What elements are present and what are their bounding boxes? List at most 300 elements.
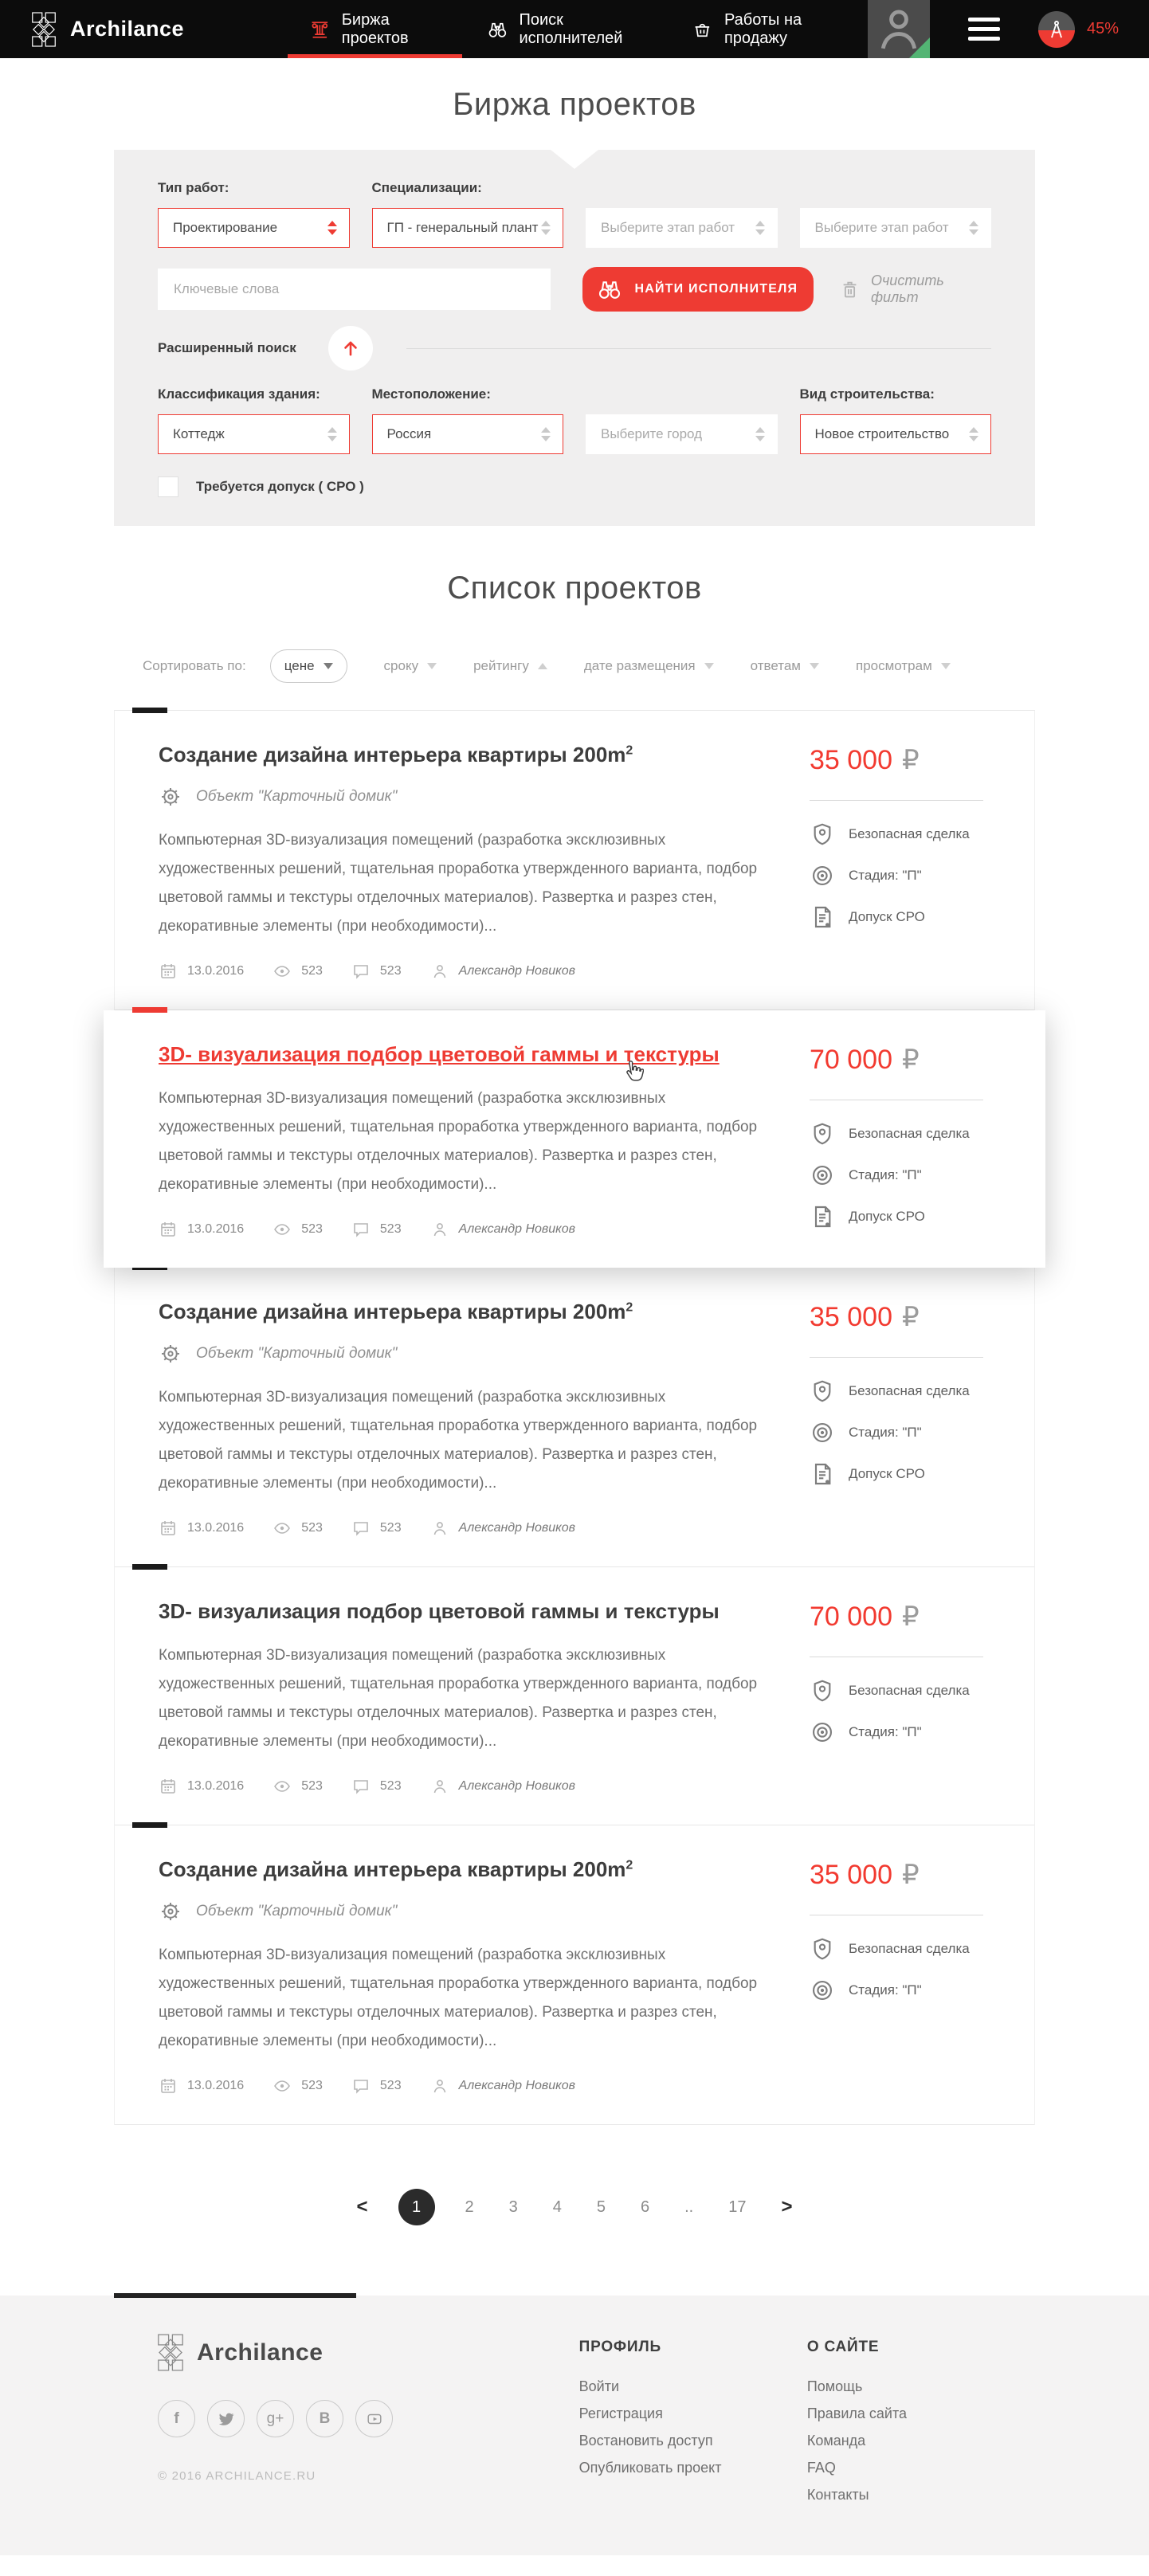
project-views-value: 523 [301, 2079, 323, 2092]
project-author-name: Александр Новиков [458, 1521, 575, 1535]
footer-link-help[interactable]: Помощь [806, 2378, 863, 2394]
project-views-value: 523 [301, 1779, 323, 1793]
project-title-text: Создание дизайна интерьера квартиры 200m [159, 1300, 626, 1323]
project-comments-value: 523 [379, 1521, 402, 1535]
footer-link-contacts[interactable]: Контакты [806, 2487, 869, 2503]
page-17[interactable]: 17 [728, 2198, 747, 2216]
profile-completion-meter[interactable] [1038, 11, 1119, 48]
stage-select-2[interactable] [800, 208, 992, 248]
badge-label: Допуск СРО [849, 1209, 925, 1224]
badge-safe-deal [810, 1936, 1023, 1962]
shield-icon [810, 821, 835, 847]
project-author[interactable] [430, 1777, 575, 1796]
clear-filter-label: Очистить фильт [870, 272, 944, 305]
stage-select[interactable] [586, 208, 778, 248]
project-date [159, 962, 244, 981]
sort-down-icon [941, 663, 951, 669]
project-title-text: 3D- визуализация подбор цветовой гаммы и текстуры [159, 1599, 720, 1623]
eye-icon [273, 1777, 292, 1796]
divider [810, 1357, 983, 1358]
menu-button[interactable] [968, 18, 1000, 41]
currency-sign: ₽ [902, 745, 920, 775]
shield-icon [810, 1678, 835, 1704]
footer-link-team[interactable]: Команда [806, 2433, 866, 2449]
person-icon [430, 1519, 449, 1538]
badge-sro [810, 1204, 1023, 1229]
badge-label: Стадия: "П" [849, 1982, 922, 1998]
project-object-label: Объект "Карточный домик" [196, 788, 398, 805]
calendar-icon [159, 1777, 178, 1796]
badge-safe-deal [810, 1678, 1023, 1704]
footer-column-title: О САЙТЕ [806, 2339, 880, 2355]
project-object-row [159, 785, 778, 809]
project-views [273, 1519, 323, 1538]
comment-icon [351, 962, 371, 981]
building-class-value: Коттедж [173, 426, 225, 441]
clear-filter-button[interactable] [839, 272, 991, 306]
project-author[interactable] [430, 1519, 575, 1538]
specialization-label: Специализации: [371, 180, 482, 195]
social-links [158, 2400, 579, 2437]
footer-link-restore-access[interactable]: Востановить доступ [578, 2433, 713, 2449]
target-icon [810, 1420, 835, 1445]
person-icon [430, 2076, 449, 2096]
logo-mark-icon [32, 12, 56, 47]
sort-option-label: ответам [750, 658, 801, 673]
badge-label: Допуск СРО [849, 1466, 925, 1481]
work-type-label: Тип работ: [158, 180, 229, 195]
project-comments[interactable] [351, 2076, 402, 2096]
project-list [114, 710, 1035, 2125]
twitter-bird-icon [218, 2410, 235, 2428]
page-4[interactable]: 4 [552, 2198, 562, 2216]
comment-icon [351, 2076, 371, 2096]
app-logo[interactable] [32, 12, 184, 47]
sort-by-answers[interactable] [751, 658, 819, 674]
target-icon [810, 863, 835, 888]
project-comments-value: 523 [379, 1779, 402, 1793]
price-value: 35 000 [810, 1302, 892, 1332]
card-side [810, 1300, 1023, 1538]
sort-by-price[interactable] [270, 649, 347, 683]
construction-type-value: Новое строительство [814, 426, 950, 441]
currency-sign: ₽ [902, 1602, 920, 1632]
stage-placeholder: Выберите этап работ [601, 220, 735, 235]
footer-logo[interactable] [158, 2334, 579, 2371]
card-accent-dash [132, 708, 167, 713]
eye-icon [273, 1519, 292, 1538]
person-icon [430, 1777, 449, 1796]
project-card [115, 1825, 1034, 2125]
basket-icon [692, 18, 712, 41]
calendar-icon [159, 1519, 178, 1538]
document-icon [810, 1204, 835, 1229]
project-date-value: 13.0.2016 [187, 1521, 245, 1535]
badge-safe-deal [810, 821, 1023, 847]
project-date [159, 2076, 244, 2096]
project-comments[interactable] [351, 1777, 402, 1796]
project-description: Компьютерная 3D-визуализация помещений (разработка эксклюзивных художественных решений, тщательная проработка утвержденного варианта, подбор цветовой гаммы и текстуры отделочных материалов). Развертка и разрез стен, декоративные элементы (при необходимости)... [159, 1947, 758, 2049]
page-3[interactable]: 3 [508, 2198, 518, 2216]
page-ellipsis: .. [684, 2198, 694, 2216]
select-arrows-icon [327, 427, 337, 441]
project-date [159, 1220, 244, 1239]
badge-label: Безопасная сделка [849, 1941, 970, 1956]
card-accent-dash [132, 1564, 167, 1570]
sro-checkbox[interactable] [158, 476, 178, 497]
badge-stage [810, 863, 1023, 888]
badge-label: Безопасная сделка [849, 1126, 970, 1141]
shield-icon [810, 1936, 835, 1962]
keywords-input[interactable] [158, 269, 551, 310]
sort-option-label: сроку [383, 658, 419, 673]
project-title-text: 3D- визуализация подбор цветовой гаммы и текстуры [159, 1042, 720, 1066]
avatar-placeholder-icon [868, 0, 930, 58]
select-arrows-icon [969, 221, 978, 235]
project-object-row [159, 1900, 778, 1923]
project-comments-value: 523 [379, 1222, 402, 1236]
work-type-value: Проектирование [173, 220, 278, 235]
stage-placeholder-2: Выберите этап работ [814, 220, 949, 235]
footer-column-title: ПРОФИЛЬ [578, 2339, 661, 2355]
card-accent-dash [132, 1007, 167, 1013]
filter-row-2 [158, 267, 991, 312]
badge-label: Безопасная сделка [849, 1683, 970, 1698]
vk-icon[interactable] [306, 2400, 343, 2437]
project-meta [159, 1777, 778, 1796]
sort-by-rating[interactable] [473, 658, 547, 674]
specialization-value: ГП - генеральный плант [386, 220, 539, 235]
footer-column-about [807, 2334, 1035, 2514]
person-icon [430, 962, 449, 981]
select-arrows-icon [327, 221, 337, 235]
project-price [810, 1859, 1023, 1891]
project-title-sup: 2 [625, 743, 633, 758]
project-title[interactable] [159, 743, 778, 767]
footer-logo-text: Archilance [197, 2339, 324, 2366]
facebook-icon[interactable] [158, 2400, 195, 2437]
project-date [159, 1777, 244, 1796]
sort-option-label: рейтингу [473, 658, 529, 673]
card-side [810, 1857, 1023, 2096]
badge-safe-deal [810, 1121, 1023, 1147]
badge-stage [810, 1719, 1023, 1745]
compass-badge-icon [1038, 11, 1075, 48]
select-arrows-icon [755, 427, 765, 441]
compass-icon [1046, 19, 1067, 40]
main-nav [286, 0, 868, 58]
gear-icon [159, 1342, 182, 1366]
project-views [273, 2076, 323, 2096]
building-class-label: Классификация здания: [158, 386, 320, 402]
city-select[interactable] [586, 414, 778, 454]
project-date [159, 1519, 244, 1538]
vk-glyph: B [319, 2409, 331, 2427]
card-main [159, 743, 810, 981]
card-side [810, 1042, 1023, 1239]
calendar-icon [159, 1220, 178, 1239]
currency-sign: ₽ [902, 1045, 920, 1075]
footer-link-register[interactable]: Регистрация [578, 2405, 663, 2421]
sort-option-label: цене [284, 658, 315, 673]
project-author-name: Александр Новиков [458, 1779, 575, 1793]
construction-type-select[interactable] [800, 414, 992, 454]
nav-label: Биржа проектов [341, 10, 409, 47]
card-main [159, 1300, 810, 1538]
column-icon [310, 18, 330, 41]
country-select[interactable] [372, 414, 564, 454]
price-value: 35 000 [810, 1860, 892, 1890]
shield-icon [810, 1378, 835, 1404]
currency-sign: ₽ [902, 1860, 920, 1890]
page-5[interactable]: 5 [596, 2198, 606, 2216]
collapse-advanced-button[interactable] [328, 326, 373, 371]
project-author[interactable] [430, 2076, 575, 2096]
project-views [273, 962, 323, 981]
profile-completion-value: 45% [1086, 20, 1119, 37]
country-value: Россия [386, 426, 432, 441]
project-card [115, 711, 1034, 1010]
project-title[interactable] [159, 1300, 778, 1324]
badge-label: Безопасная сделка [849, 826, 970, 841]
card-main [159, 1599, 810, 1796]
project-views [273, 1220, 323, 1239]
sort-option-label: просмотрам [855, 658, 932, 673]
project-description: Компьютерная 3D-визуализация помещений (разработка эксклюзивных художественных решений, тщательная проработка утвержденного варианта, подбор цветовой гаммы и текстуры отделочных материалов). Развертка и разрез стен, декоративные элементы (при необходимости)... [159, 1389, 758, 1492]
project-title-sup: 2 [625, 1858, 633, 1872]
project-card [115, 1567, 1034, 1825]
nav-item-find-contractors[interactable] [464, 0, 669, 58]
youtube-icon[interactable] [355, 2400, 393, 2437]
project-meta [159, 1519, 778, 1538]
project-meta [159, 1220, 778, 1239]
page-1-current[interactable]: 1 [398, 2189, 435, 2225]
target-icon [810, 1978, 835, 2003]
comment-icon [351, 1777, 371, 1796]
currency-sign: ₽ [902, 1302, 920, 1332]
sort-by-date[interactable] [584, 658, 714, 674]
eye-icon [273, 1220, 292, 1239]
project-price [810, 744, 1023, 776]
specialization-select[interactable] [372, 208, 564, 248]
project-price [810, 1301, 1023, 1333]
copyright: © 2016 ARCHILANCE.RU [158, 2469, 316, 2483]
project-date-value: 13.0.2016 [187, 1779, 245, 1793]
filter-row-1 [158, 171, 991, 248]
select-arrows-icon [541, 427, 551, 441]
badge-sro [810, 904, 1023, 930]
price-value: 70 000 [810, 1045, 892, 1075]
document-icon [810, 1461, 835, 1487]
select-arrows-icon [969, 427, 978, 441]
project-views-value: 523 [301, 1521, 323, 1535]
target-icon [810, 1719, 835, 1745]
filter-row-3 [158, 371, 991, 454]
project-title-text: Создание дизайна интерьера квартиры 200m [159, 743, 626, 767]
badge-sro [810, 1461, 1023, 1487]
price-value: 35 000 [810, 745, 892, 775]
project-author-name: Александр Новиков [458, 2079, 575, 2092]
project-title[interactable] [159, 1042, 778, 1067]
target-icon [810, 1163, 835, 1188]
project-object-label: Объект "Карточный домик" [196, 1903, 398, 1919]
gear-icon [159, 785, 182, 809]
top-bar [0, 0, 1149, 58]
comment-icon [351, 1220, 371, 1239]
user-avatar[interactable] [868, 0, 930, 58]
page-title: Биржа проектов [453, 87, 696, 122]
sort-bar [114, 649, 1035, 683]
arrow-up-icon [340, 338, 361, 359]
logo-text: Archilance [70, 17, 185, 41]
project-author[interactable] [430, 1220, 575, 1239]
document-icon [810, 904, 835, 930]
project-author[interactable] [430, 962, 575, 981]
binoculars-icon [488, 18, 508, 41]
pagination [114, 2189, 1035, 2225]
badge-label: Безопасная сделка [849, 1383, 970, 1398]
project-card [115, 1268, 1034, 1567]
sort-down-icon [324, 663, 333, 669]
sort-option-label: дате размещения [583, 658, 696, 673]
project-views-value: 523 [301, 964, 323, 978]
card-accent-dash [132, 1822, 167, 1828]
project-price [810, 1044, 1023, 1076]
logo-mark-icon [158, 2334, 183, 2371]
person-icon [430, 1220, 449, 1239]
badge-stage [810, 1163, 1023, 1188]
footer-link-login[interactable]: Войти [578, 2378, 620, 2394]
footer-link-faq[interactable]: FAQ [806, 2460, 836, 2476]
calendar-icon [159, 2076, 178, 2096]
badge-stage [810, 1420, 1023, 1445]
project-description: Компьютерная 3D-визуализация помещений (разработка эксклюзивных художественных решений, тщательная проработка утвержденного варианта, подбор цветовой гаммы и текстуры отделочных материалов). Развертка и разрез стен, декоративные элементы (при необходимости)... [159, 832, 758, 935]
project-description: Компьютерная 3D-визуализация помещений (разработка эксклюзивных художественных решений, тщательная проработка утвержденного варианта, подбор цветовой гаммы и текстуры отделочных материалов). Развертка и разрез стен, декоративные элементы (при необходимости)... [159, 1647, 758, 1750]
card-side [810, 1599, 1023, 1796]
project-author-name: Александр Новиков [458, 1222, 575, 1236]
next-page-button[interactable]: > [781, 2196, 793, 2217]
project-comments[interactable] [351, 1220, 402, 1239]
project-title-text: Создание дизайна интерьера квартиры 200m [159, 1857, 626, 1881]
project-comments[interactable] [351, 962, 402, 981]
work-type-select[interactable] [158, 208, 350, 248]
sort-down-icon [704, 663, 714, 669]
filter-panel [114, 150, 1035, 526]
nav-label: Работы на продажу [724, 10, 802, 47]
page-2[interactable]: 2 [465, 2198, 474, 2216]
nav-label: Поиск исполнителей [519, 10, 623, 47]
page-6[interactable]: 6 [641, 2198, 650, 2216]
divider [810, 800, 983, 801]
youtube-play-icon [366, 2410, 383, 2428]
project-views [273, 1777, 323, 1796]
google-plus-glyph: g+ [266, 2409, 284, 2427]
sort-label: Сортировать по: [143, 658, 246, 673]
project-views-value: 523 [301, 1222, 323, 1236]
nav-item-works-for-sale[interactable] [669, 0, 868, 58]
project-price [810, 1601, 1023, 1633]
project-comments[interactable] [351, 1519, 402, 1538]
footer-link-rules[interactable]: Правила сайта [806, 2405, 908, 2421]
project-description: Компьютерная 3D-визуализация помещений (разработка эксклюзивных художественных решений, тщательная проработка утвержденного варианта, подбор цветовой гаммы и текстуры отделочных материалов). Развертка и разрез стен, декоративные элементы (при необходимости)... [159, 1090, 758, 1193]
project-author-name: Александр Новиков [458, 964, 575, 978]
prev-page-button[interactable]: < [356, 2196, 368, 2217]
find-contractor-button[interactable] [582, 267, 814, 312]
badge-stage [810, 1978, 1023, 2003]
sort-by-views[interactable] [856, 658, 951, 674]
sro-checkbox-row [158, 476, 991, 497]
footer-left [158, 2334, 579, 2514]
badge-label: Стадия: "П" [849, 1167, 922, 1182]
price-value: 70 000 [810, 1602, 892, 1632]
select-arrows-icon [755, 221, 765, 235]
project-date-value: 13.0.2016 [187, 964, 245, 978]
badge-label: Стадия: "П" [849, 1425, 922, 1440]
eye-icon [273, 2076, 292, 2096]
project-meta [159, 2076, 778, 2096]
sort-down-icon [810, 663, 819, 669]
calendar-icon [159, 962, 178, 981]
header-right [868, 0, 1149, 58]
construction-type-label: Вид строительства: [799, 386, 935, 402]
twitter-icon[interactable] [207, 2400, 245, 2437]
badge-label: Стадия: "П" [849, 1724, 922, 1739]
gear-icon [159, 1900, 182, 1923]
sort-by-term[interactable] [384, 658, 437, 674]
badge-safe-deal [810, 1378, 1023, 1404]
badge-label: Допуск СРО [849, 909, 925, 924]
binoculars-icon [598, 277, 622, 301]
trash-icon [839, 278, 861, 300]
project-title-sup: 2 [625, 1300, 633, 1315]
eye-icon [273, 962, 292, 981]
advanced-search-label: Расширенный поиск [158, 340, 296, 355]
badge-label: Стадия: "П" [849, 868, 922, 883]
project-object-label: Объект "Карточный домик" [196, 1345, 398, 1362]
location-label: Местоположение: [371, 386, 491, 402]
list-title: Список проектов [447, 570, 702, 606]
find-contractor-label: НАЙТИ ИСПОЛНИТЕЛЯ [634, 282, 798, 296]
footer [0, 2296, 1149, 2555]
divider [406, 348, 991, 349]
card-main [159, 1857, 810, 2096]
select-arrows-icon [541, 221, 551, 235]
project-card-hovered [104, 1010, 1045, 1268]
project-date-value: 13.0.2016 [187, 1222, 245, 1236]
facebook-glyph: f [174, 2409, 179, 2427]
project-comments-value: 523 [379, 964, 402, 978]
nav-item-projects-exchange[interactable] [286, 0, 464, 58]
shield-icon [810, 1121, 835, 1147]
cursor-hand-icon [620, 1060, 644, 1087]
sort-down-icon [427, 663, 437, 669]
card-main [159, 1042, 810, 1239]
footer-column-profile [579, 2334, 807, 2514]
project-meta [159, 962, 778, 981]
google-plus-icon[interactable] [257, 2400, 294, 2437]
sro-checkbox-label[interactable]: Требуется допуск ( СРО ) [196, 479, 364, 494]
project-date-value: 13.0.2016 [187, 2079, 245, 2092]
comment-icon [351, 1519, 371, 1538]
advanced-search-row [158, 326, 991, 371]
project-object-row [159, 1342, 778, 1366]
project-title[interactable] [159, 1599, 778, 1624]
project-title[interactable] [159, 1857, 778, 1882]
card-side [810, 743, 1023, 981]
building-class-select[interactable] [158, 414, 350, 454]
sort-up-icon [538, 663, 547, 669]
footer-link-publish-project[interactable]: Опубликовать проект [578, 2460, 722, 2476]
